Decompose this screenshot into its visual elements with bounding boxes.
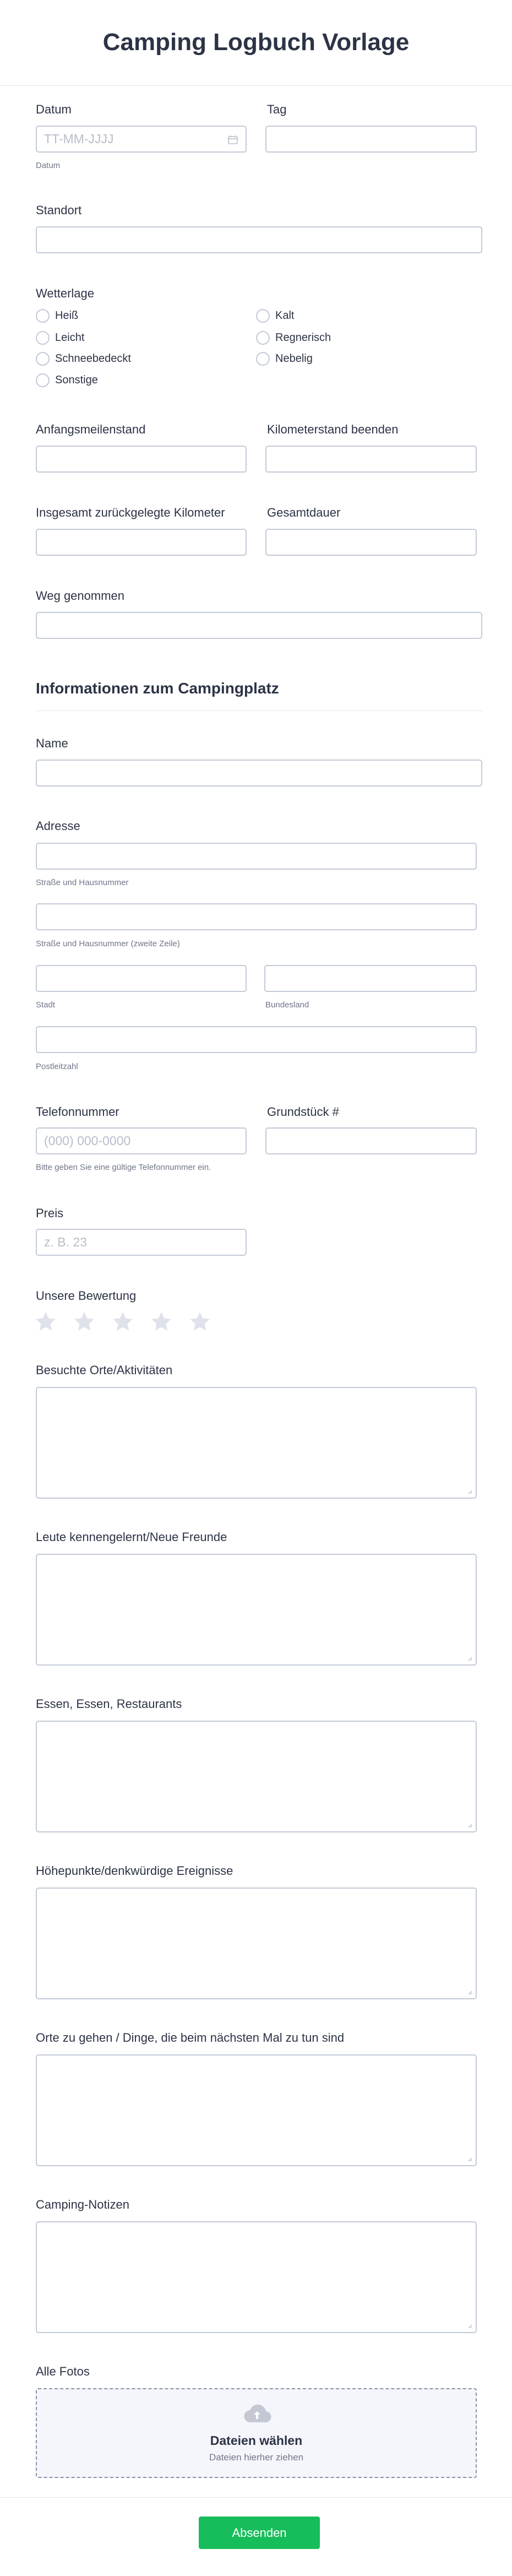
route-label: Weg genommen bbox=[36, 589, 125, 603]
zip-sublabel: Postleitzahl bbox=[36, 1062, 78, 1071]
location-label: Standort bbox=[36, 203, 82, 217]
notes-textarea[interactable] bbox=[36, 2221, 477, 2333]
date-placeholder: TT-MM-JJJJ bbox=[44, 132, 114, 146]
date-label: Datum bbox=[36, 102, 72, 116]
weather-label: Wetterlage bbox=[36, 286, 94, 300]
radio-circle[interactable] bbox=[36, 309, 50, 323]
food-textarea[interactable] bbox=[36, 1721, 477, 1832]
zip-input[interactable] bbox=[36, 1026, 477, 1053]
phone-placeholder: (000) 000-0000 bbox=[44, 1134, 131, 1148]
resize-handle-icon[interactable] bbox=[467, 1656, 472, 1661]
star-icon[interactable] bbox=[188, 1310, 212, 1334]
radio-circle[interactable] bbox=[36, 373, 50, 387]
date-input[interactable] bbox=[36, 126, 247, 153]
date-sublabel: Datum bbox=[36, 161, 61, 170]
star-icon[interactable] bbox=[111, 1310, 135, 1334]
calendar-icon[interactable] bbox=[228, 135, 238, 144]
street2-input[interactable] bbox=[36, 903, 477, 930]
people-textarea[interactable] bbox=[36, 1554, 477, 1666]
weather-option-other[interactable]: Sonstige bbox=[36, 373, 98, 387]
state-sublabel: Bundesland bbox=[265, 1000, 309, 1010]
street2-sublabel: Straße und Hausnummer (zweite Zeile) bbox=[36, 939, 180, 948]
weather-option-light[interactable]: Leicht bbox=[36, 331, 84, 345]
highlights-label: Höhepunkte/denkwürdige Ereignisse bbox=[36, 1864, 233, 1878]
resize-handle-icon[interactable] bbox=[467, 1823, 472, 1828]
star-icon[interactable] bbox=[34, 1310, 58, 1334]
star-icon[interactable] bbox=[72, 1310, 96, 1334]
radio-circle[interactable] bbox=[256, 352, 270, 366]
end-mileage-label: Kilometerstand beenden bbox=[267, 422, 399, 436]
street-input[interactable] bbox=[36, 843, 477, 870]
day-input[interactable] bbox=[265, 126, 477, 153]
address-label: Adresse bbox=[36, 819, 80, 833]
campsite-section-heading: Informationen zum Campingplatz bbox=[36, 680, 279, 697]
file-upload-dropzone[interactable] bbox=[36, 2388, 477, 2478]
places-label: Besuchte Orte/Aktivitäten bbox=[36, 1363, 173, 1377]
city-input[interactable] bbox=[36, 965, 247, 992]
notes-label: Camping-Notizen bbox=[36, 2198, 129, 2211]
resize-handle-icon[interactable] bbox=[467, 2156, 472, 2162]
state-input[interactable] bbox=[264, 965, 477, 992]
phone-label: Telefonnummer bbox=[36, 1105, 119, 1119]
places-textarea[interactable] bbox=[36, 1387, 477, 1499]
highlights-textarea[interactable] bbox=[36, 1888, 477, 1999]
footer-divider bbox=[0, 2497, 512, 2498]
name-input[interactable] bbox=[36, 760, 482, 787]
route-input[interactable] bbox=[36, 612, 482, 639]
next-time-textarea[interactable] bbox=[36, 2054, 477, 2166]
weather-option-foggy[interactable]: Nebelig bbox=[256, 352, 313, 366]
name-label: Name bbox=[36, 736, 68, 750]
total-duration-label: Gesamtdauer bbox=[267, 506, 341, 519]
price-label: Preis bbox=[36, 1206, 64, 1220]
rating-stars bbox=[34, 1310, 212, 1334]
total-km-label: Insgesamt zurückgelegte Kilometer bbox=[36, 506, 225, 519]
weather-option-rainy[interactable]: Regnerisch bbox=[256, 331, 331, 345]
resize-handle-icon[interactable] bbox=[467, 1989, 472, 1995]
drag-files-hint: Dateien hierher ziehen bbox=[209, 2452, 304, 2463]
day-label: Tag bbox=[267, 102, 287, 116]
location-input[interactable] bbox=[36, 226, 482, 253]
end-mileage-input[interactable] bbox=[265, 446, 477, 473]
form-title: Camping Logbuch Vorlage bbox=[102, 29, 410, 56]
plot-input[interactable] bbox=[265, 1127, 477, 1154]
price-placeholder: z. B. 23 bbox=[44, 1235, 87, 1249]
radio-circle[interactable] bbox=[36, 331, 50, 345]
resize-handle-icon[interactable] bbox=[467, 1489, 472, 1494]
radio-circle[interactable] bbox=[36, 352, 50, 366]
star-icon[interactable] bbox=[149, 1310, 173, 1334]
cloud-upload-icon bbox=[243, 2404, 271, 2423]
city-sublabel: Stadt bbox=[36, 1000, 56, 1010]
phone-input[interactable] bbox=[36, 1127, 247, 1154]
radio-circle[interactable] bbox=[256, 331, 270, 345]
total-duration-input[interactable] bbox=[265, 529, 477, 556]
next-time-label: Orte zu gehen / Dinge, die beim nächsten Mal zu tun sind bbox=[36, 2031, 345, 2044]
resize-handle-icon[interactable] bbox=[467, 2323, 472, 2329]
radio-circle[interactable] bbox=[256, 309, 270, 323]
phone-sublabel: Bitte geben Sie eine gültige Telefonnummer ein. bbox=[36, 1163, 211, 1172]
food-label: Essen, Essen, Restaurants bbox=[36, 1697, 182, 1711]
price-input[interactable] bbox=[36, 1229, 247, 1256]
header-divider bbox=[0, 85, 512, 86]
submit-button[interactable]: Absenden bbox=[199, 2517, 320, 2549]
rating-label: Unsere Bewertung bbox=[36, 1289, 137, 1303]
plot-label: Grundstück # bbox=[267, 1105, 339, 1119]
weather-option-hot[interactable]: Heiß bbox=[36, 309, 78, 323]
street-sublabel: Straße und Hausnummer bbox=[36, 878, 129, 887]
total-km-input[interactable] bbox=[36, 529, 247, 556]
people-label: Leute kennengelernt/Neue Freunde bbox=[36, 1530, 227, 1544]
weather-option-snowy[interactable]: Schneebedeckt bbox=[36, 352, 131, 366]
choose-files-button[interactable]: Dateien wählen bbox=[210, 2433, 303, 2448]
photos-label: Alle Fotos bbox=[36, 2365, 90, 2378]
weather-option-cold[interactable]: Kalt bbox=[256, 309, 294, 323]
start-mileage-label: Anfangsmeilenstand bbox=[36, 422, 146, 436]
start-mileage-input[interactable] bbox=[36, 446, 247, 473]
